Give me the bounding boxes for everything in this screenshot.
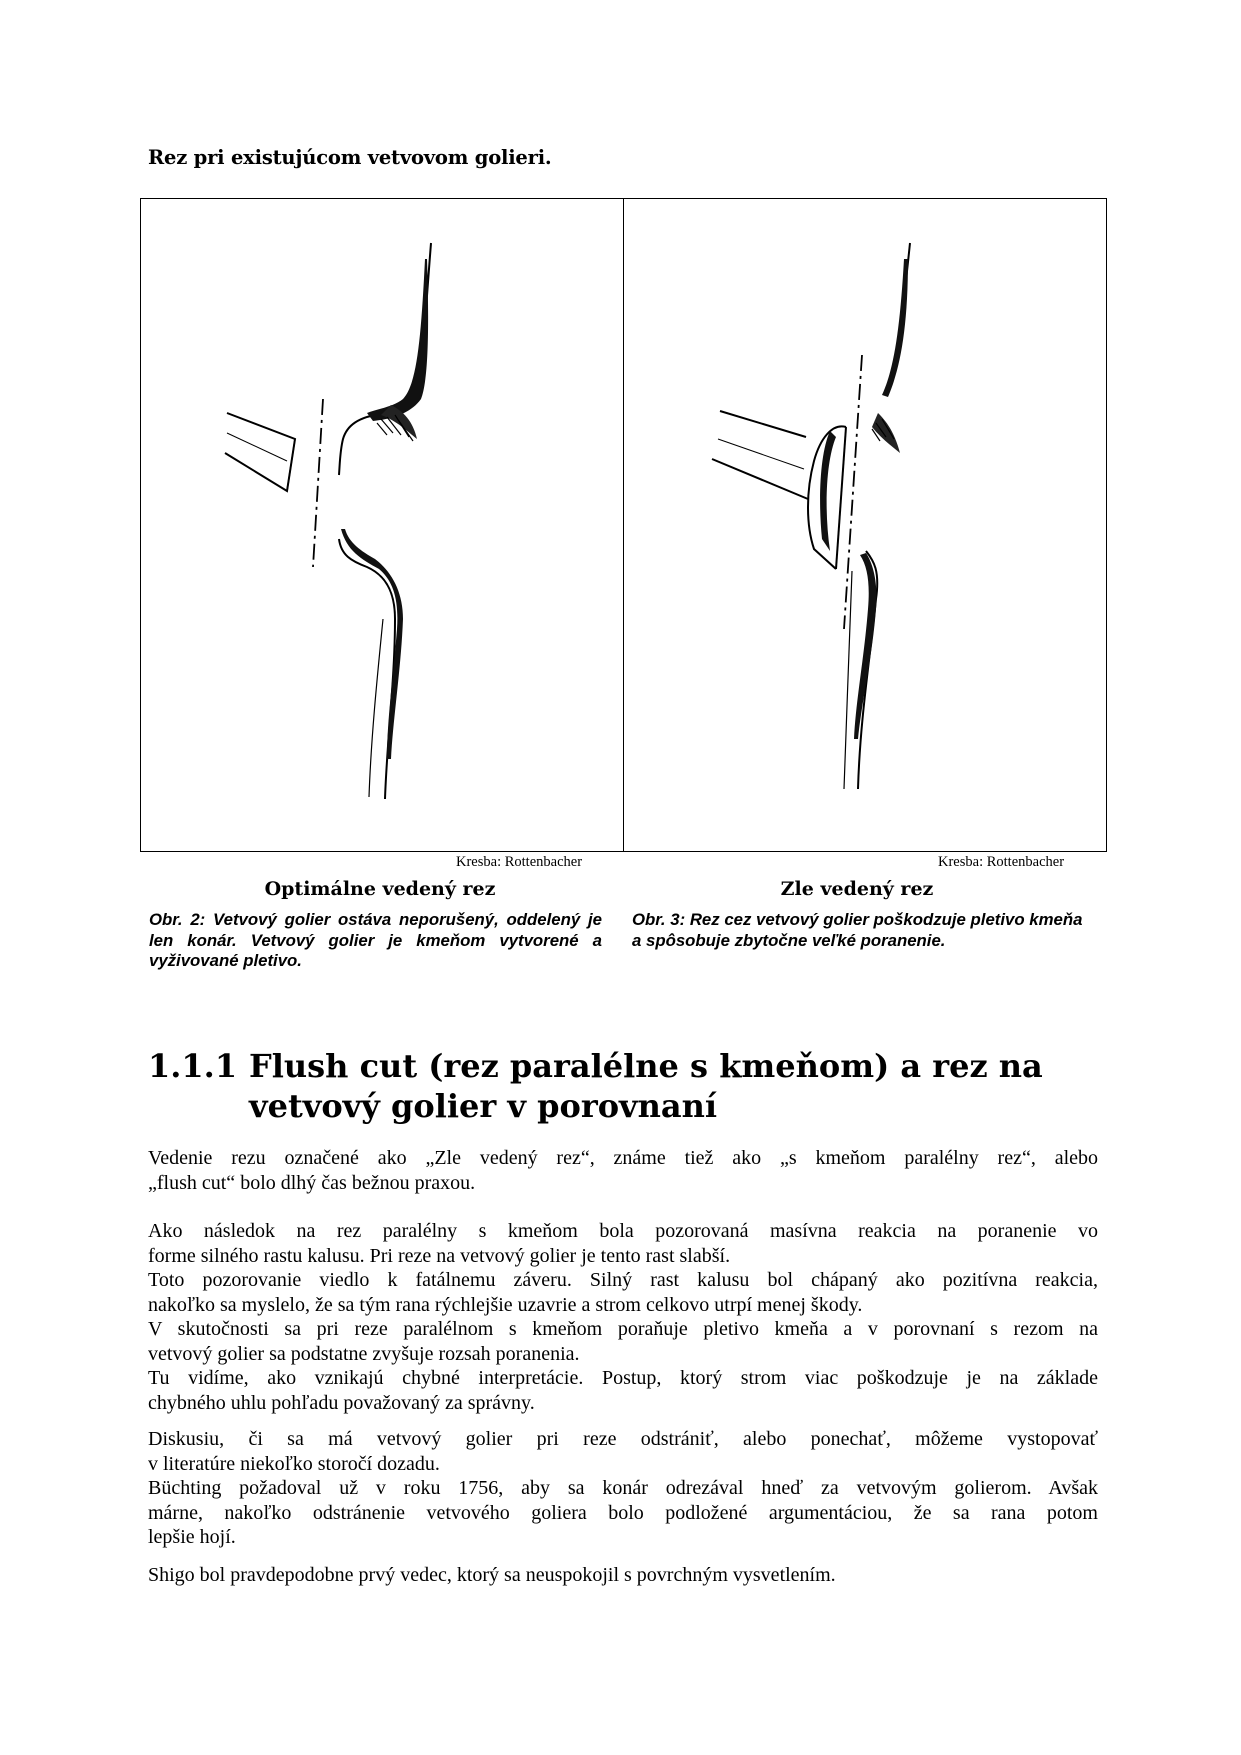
paragraph-line: Büchting požadoval už v roku 1756, aby sa konár odrezával hneď za vetvovým golierom. Avšak [148, 1477, 1098, 1499]
drawing-bad-cut-illustration [624, 199, 1108, 853]
figure-credit: Kresba: Rottenbacher [456, 854, 583, 870]
paragraph-line: Toto pozorovanie viedlo k fatálnemu záveru. Silný rast kalusu bol chápaný ako pozitívna reakcia, [148, 1269, 1098, 1291]
paragraph-line: lepšie hojí. [148, 1526, 236, 1548]
paragraph-line: „flush cut“ bolo dlhý čas bežnou praxou. [148, 1171, 476, 1194]
body-paragraph [148, 1563, 1098, 1588]
paragraph-line: Vedenie rezu označené ako „Zle vedený rez“, známe tiež ako „s kmeňom paralélny rez“, alebo [148, 1147, 1098, 1169]
body-paragraph [148, 1427, 1098, 1550]
figure-credit: Kresba: Rottenbacher [938, 854, 1065, 870]
section-title-line2: vetvový golier v porovnaní [249, 1087, 718, 1125]
paragraph-line: Ako následok na rez paralélny s kmeňom bola pozorovaná masívna reakcia na poranenie vo [148, 1220, 1098, 1242]
paragraph-line: Shigo bol pravdepodobne prvý vedec, ktorý sa neuspokojil s povrchným vysvetlením. [148, 1564, 836, 1586]
figure-section-heading: Rez pri existujúcom vetvovom golieri. [148, 146, 552, 169]
figure-title: Zle vedený rez [780, 878, 934, 900]
paragraph-line: v literatúre niekoľko storočí dozadu. [148, 1452, 440, 1475]
section-title-line1: Flush cut (rez paralélne s kmeňom) a rez na [249, 1047, 1043, 1085]
paragraph-line: Diskusiu, či sa má vetvový golier pri reze odstrániť, alebo ponechať, môžeme vystopovať [148, 1428, 1098, 1450]
paragraph-line: V skutočnosti sa pri reze paralélnom s kmeňom poraňuje pletivo kmeňa a v porovnaní s rezom na [148, 1318, 1098, 1340]
drawing-optimal-cut-illustration [141, 199, 625, 853]
paragraph-line: chybného uhlu pohľadu považovaný za správny. [148, 1391, 535, 1414]
paragraph-line: forme silného rastu kalusu. Pri reze na vetvový golier je tento rast slabší. [148, 1244, 731, 1267]
section-heading [148, 1046, 1108, 1126]
figure-caption: Obr. 3: Rez cez vetvový golier poškodzuje pletivo kmeňa a spôsobuje zbytočne veľké poranenie. [632, 910, 1083, 950]
figure-bad-cut [623, 198, 1107, 852]
paragraph-line: nakoľko sa myslelo, že sa tým rana rýchlejšie uzavrie a strom celkovo utrpí menej škody. [148, 1293, 863, 1316]
paragraph-line: márne, nakoľko odstránenie vetvového goliera bolo podložené argumentáciou, že sa rana potom [148, 1501, 1098, 1524]
body-paragraph [148, 1219, 1098, 1415]
figure-caption: Obr. 2: Vetvový golier ostáva neporušený, oddelený je len konár. Vetvový golier je kmeňom vytvorené a vyživované pletivo. [149, 910, 602, 970]
body-paragraph [148, 1146, 1098, 1195]
paragraph-line: Tu vidíme, ako vznikajú chybné interpretácie. Postup, ktorý strom viac poškodzuje je na základe [148, 1367, 1098, 1389]
figure-title: Optimálne vedený rez [264, 878, 496, 900]
section-number: 1.1.1 [148, 1047, 238, 1085]
paragraph-line: vetvový golier sa podstatne zvyšuje rozsah poranenia. [148, 1342, 580, 1365]
figure-optimal-cut [140, 198, 624, 852]
